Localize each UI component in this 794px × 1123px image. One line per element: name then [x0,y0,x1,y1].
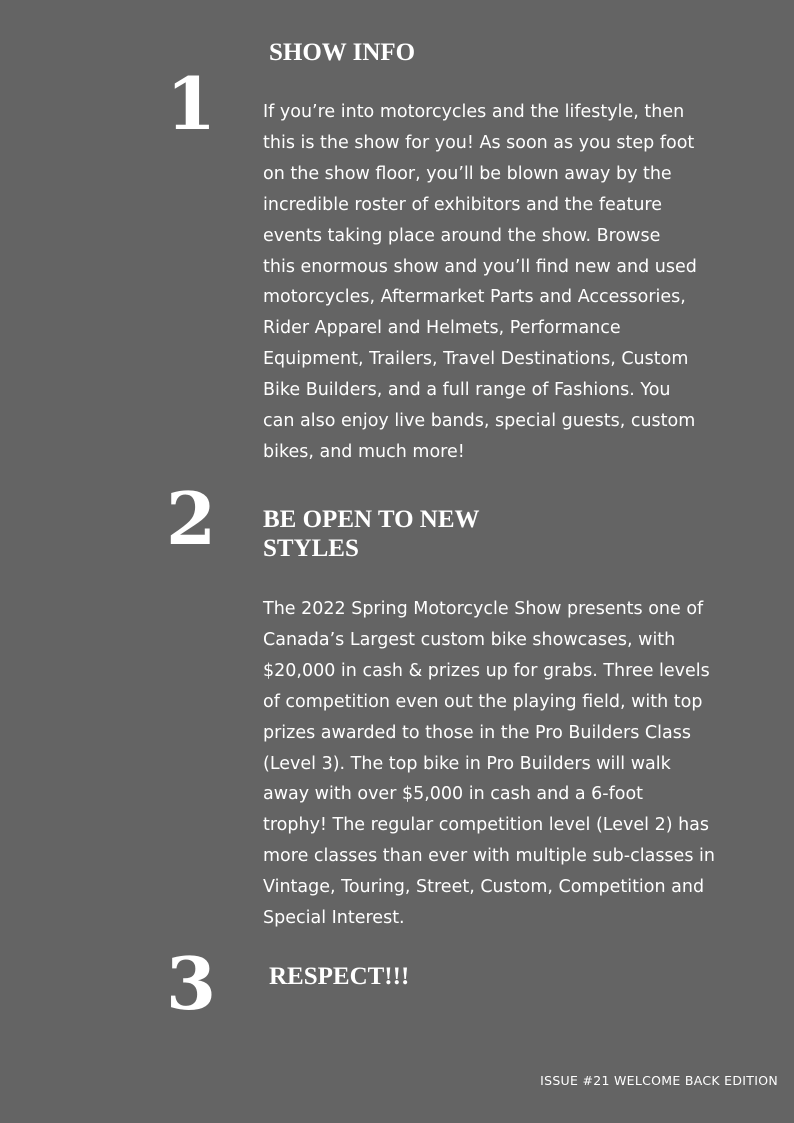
section-title-be-open: BE OPEN TO NEW STYLES [263,506,480,562]
section-body-be-open: The 2022 Spring Motorcycle Show presents one of Canada’s Largest custom bike showcases, with $20,000 in cash & prizes up for grabs. Three levels of competition even out the playing field, with top prizes awarded to those in the Pro Builders Class (Level 3). The top bike in Pro Builders will walk away with over $5,000 in cash and a 6-foot trophy! The regular competition level (Level 2) has more classes than ever with multiple sub-classes in Vintage, Touring, Street, Custom, Competition and Special Interest. [263,599,715,929]
section-body-show-info: If you’re into motorcycles and the lifestyle, then this is the show for you! As soon as you step foot on the show floor, you’ll be blown away by the incredible roster of exhibitors and the feature events taking place around the show. Browse this enormous show and you’ll find new and used motorcycles, Aftermarket Parts and Accessories, Rider Apparel and Helmets, Performance Equipment, Trailers, Travel Destinations, Custom Bike Builders, and a full range of Fashions. You can also enjoy live bands, special guests, custom bikes, and much more! [263,102,697,462]
section-title-respect: RESPECT!!! [269,963,410,990]
section-number-3: 3 [166,941,215,1026]
section-number-2: 2 [166,476,215,561]
issue-footer: ISSUE #21 WELCOME BACK EDITION [540,1073,778,1088]
section-number-1: 1 [166,61,215,146]
section-title-show-info: SHOW INFO [269,39,416,66]
